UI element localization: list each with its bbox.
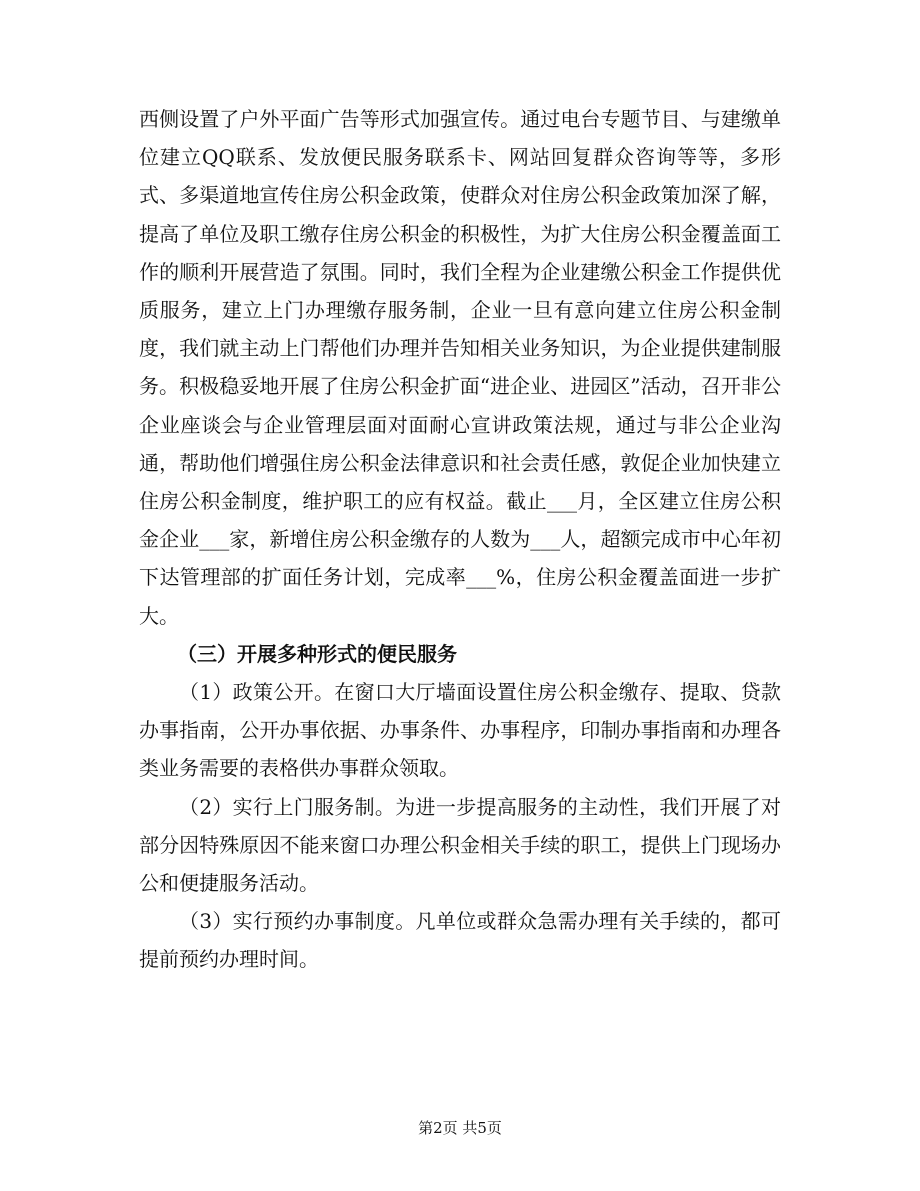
section-heading: （三）开展多种形式的便民服务 xyxy=(177,641,457,666)
document-body xyxy=(139,100,781,979)
list-item-policy-open: （1）政策公开。在窗口大厅墙面设置住房公积金缴存、提取、贷款办事指南，公开办事依据、办事条件、办事程序，印制办事指南和办理各类业务需要的表格供办事群众领取。 xyxy=(139,680,781,781)
paragraph-continued: 西侧设置了户外平面广告等形式加强宣传。通过电台专题节目、与建缴单位建立QQ联系、发放便民服务联系卡、网站回复群众咨询等等，多形式、多渠道地宣传住房公积金政策，使群众对住房公积金政策加深了解，提高了单位及职工缴存住房公积金的积极性，为扩大住房公积金覆盖面工作的顺利开展营造了氛围。同时，我们全程为企业建缴公积金工作提供优质服务，建立上门办理缴存服务制，企业一旦有意向建立住房公积金制度，我们就主动上门帮他们办理并告知相关业务知识，为企业提供建制服务。积极稳妥地开展了住房公积金扩面“进企业、进园区”活动，召开非公企业座谈会与企业管理层面对面耐心宣讲政策法规，通过与非公企业沟通，帮助他们增强住房公积金法律意识和社会责任感，敦促企业加快建立住房公积金制度，维护职工的应有权益。截止___月，全区建立住房公积金企业___家，新增住房公积金缴存的人数为___人，超额完成市中心年初下达管理部的扩面任务计划，完成率___%，住房公积金覆盖面进一步扩大。 xyxy=(139,107,781,628)
list-item-appointment: （3）实行预约办事制度。凡单位或群众急需办理有关手续的，都可提前预约办理时间。 xyxy=(139,909,781,972)
page-number-footer: 第2页 共5页 xyxy=(418,1119,502,1137)
list-item-door-service: （2）实行上门服务制。为进一步提高服务的主动性，我们开展了对部分因特殊原因不能来窗口办理公积金相关手续的职工，提供上门现场办公和便捷服务活动。 xyxy=(139,794,781,896)
